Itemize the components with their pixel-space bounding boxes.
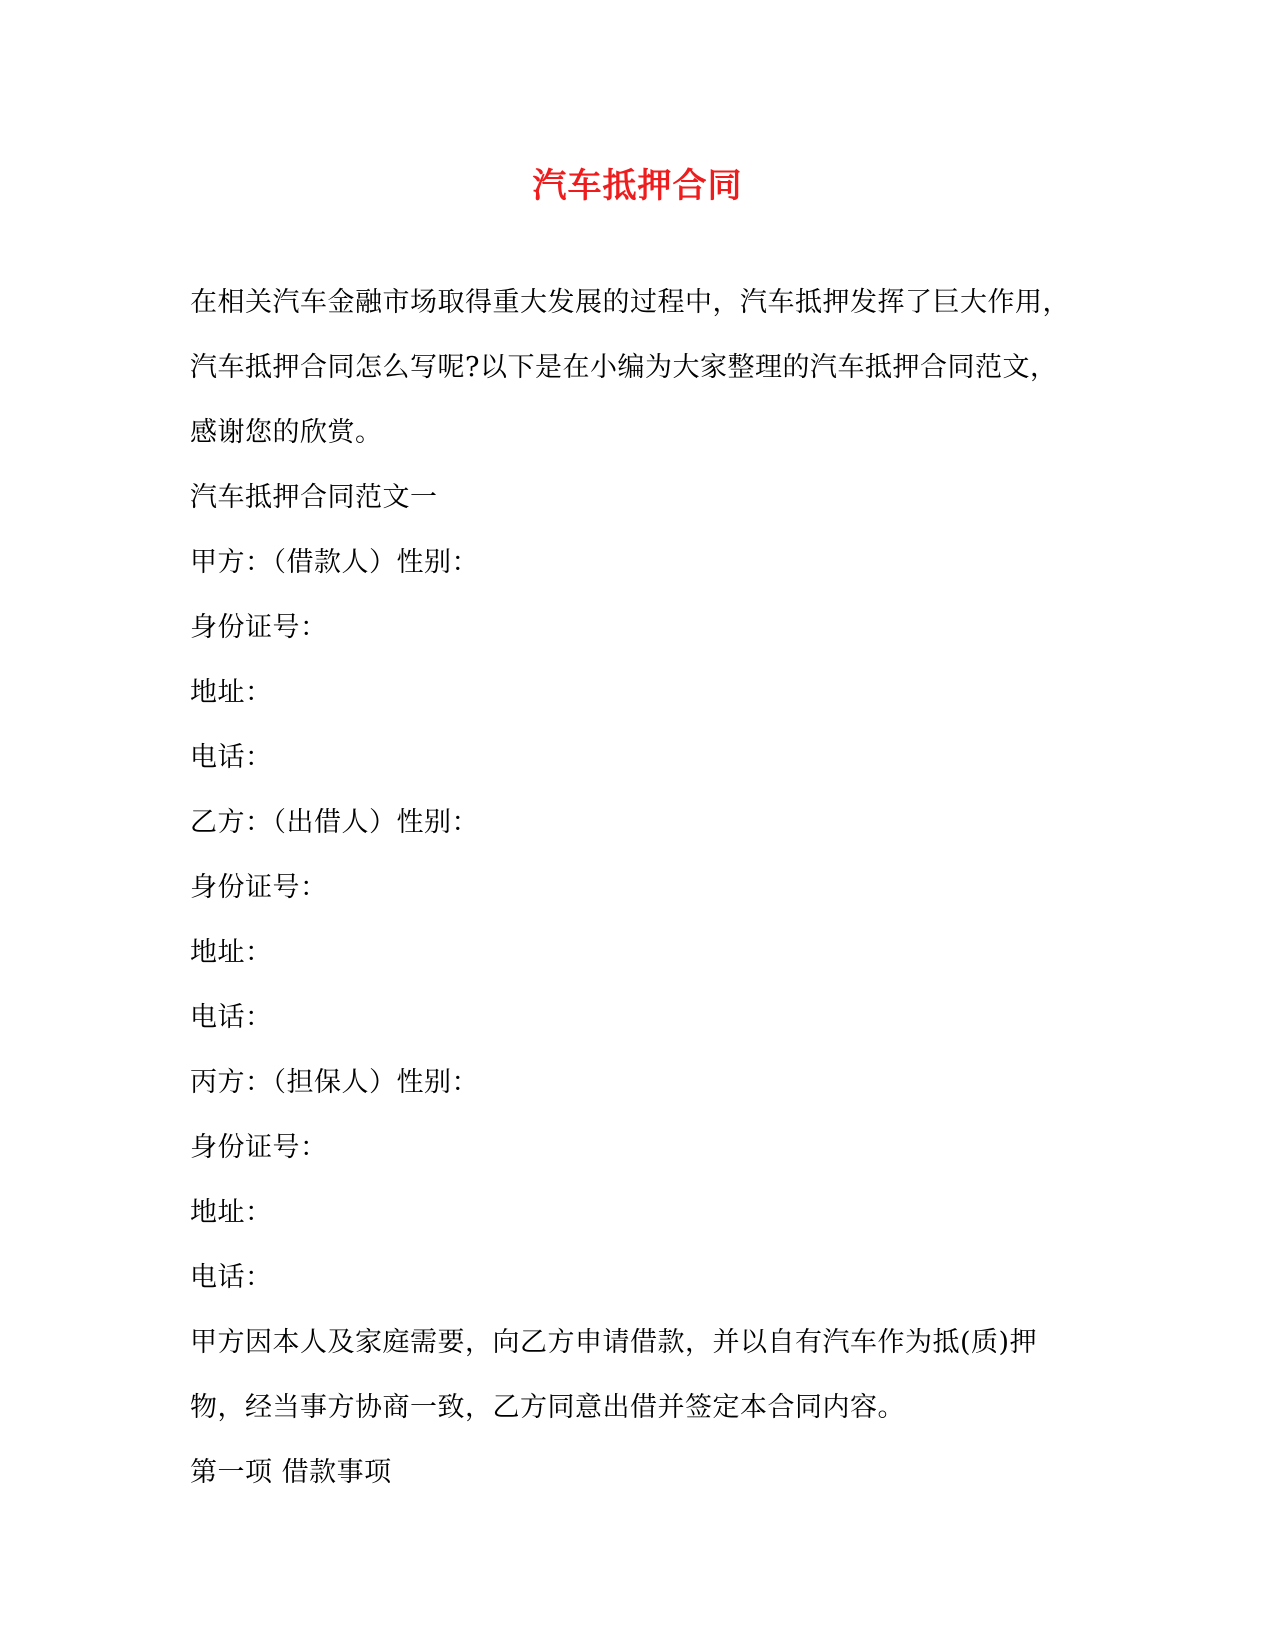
intro-paragraph: 在相关汽车金融市场取得重大发展的过程中，汽车抵押发挥了巨大作用，汽车抵押合同怎么写呢?以下是在小编为大家整理的汽车抵押合同范文，感谢您的欣赏。	[190, 287, 1070, 448]
party-b-address-label: 地址：	[190, 937, 273, 968]
party-a-id-label: 身份证号：	[190, 612, 328, 643]
party-a-address-label: 地址：	[190, 677, 273, 708]
party-b-line: 乙方：（出借人）性别：	[190, 807, 479, 838]
party-a-phone-label: 电话：	[190, 742, 273, 773]
sample-heading: 汽车抵押合同范文一	[190, 482, 438, 513]
party-c-phone-label: 电话：	[190, 1262, 273, 1293]
party-a-line: 甲方：（借款人）性别：	[190, 547, 479, 578]
section-1-heading: 第一项 借款事项	[190, 1457, 392, 1488]
party-c-id-label: 身份证号：	[190, 1132, 328, 1163]
agreement-paragraph: 甲方因本人及家庭需要，向乙方申请借款，并以自有汽车作为抵(质)押物，经当事方协商一致，乙方同意出借并签定本合同内容。	[190, 1327, 1038, 1423]
party-c-line: 丙方：（担保人）性别：	[190, 1067, 479, 1098]
document-body	[190, 270, 1080, 1505]
party-b-phone-label: 电话：	[190, 1002, 273, 1033]
party-c-address-label: 地址：	[190, 1197, 273, 1228]
document-title: 汽车抵押合同	[532, 166, 743, 206]
party-b-id-label: 身份证号：	[190, 872, 328, 903]
